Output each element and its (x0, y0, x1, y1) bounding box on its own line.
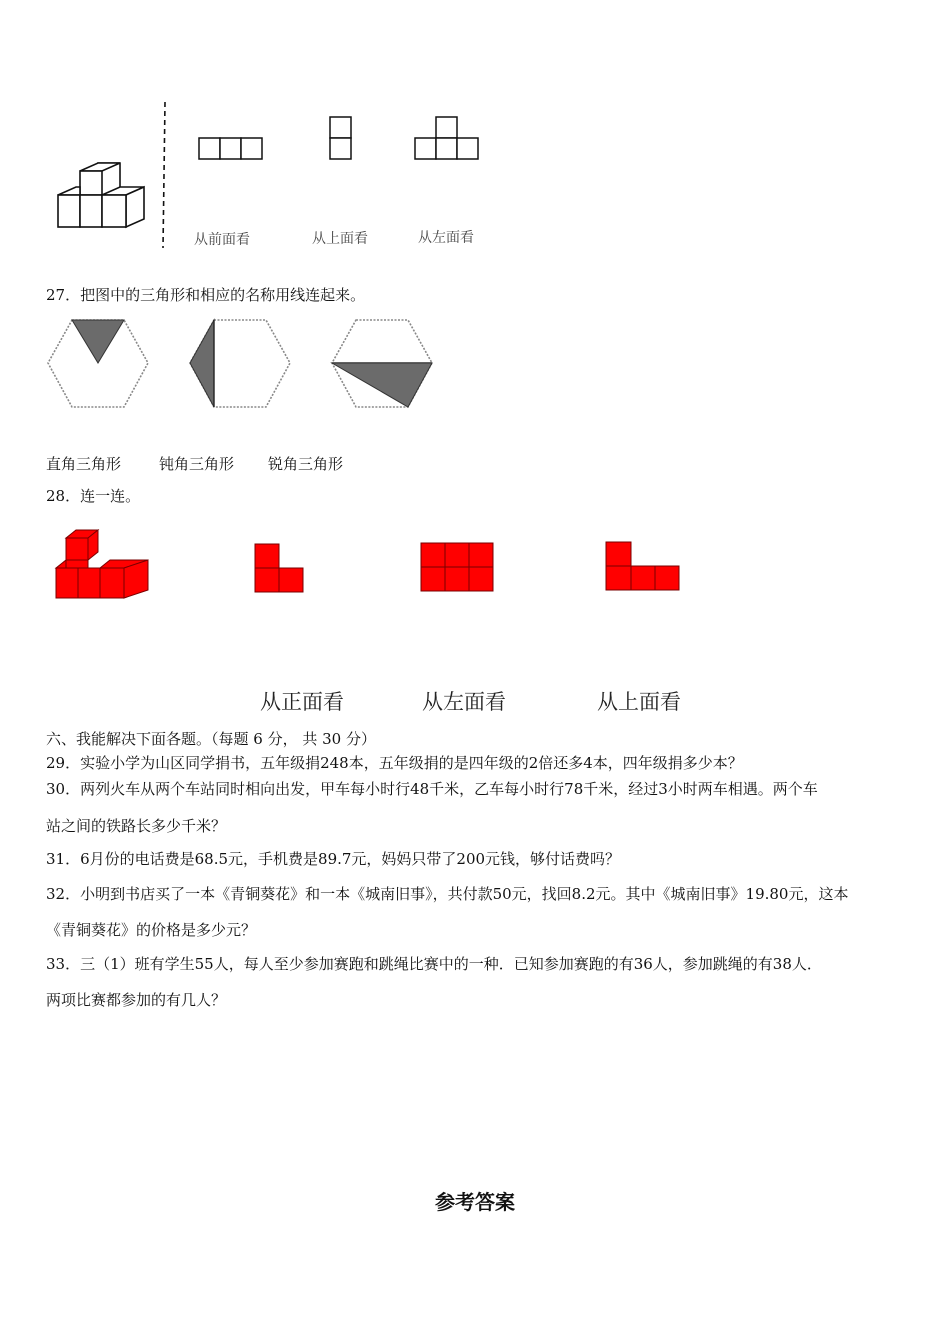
q32-question-line2: 《青铜葵花》的价格是多少元？ (46, 921, 257, 939)
q31-question: 31．6月份的电话费是68.5元，手机费是89.7元，妈妈只带了200元钱，够付话费吗？ (46, 850, 621, 868)
q26-top-view (329, 116, 353, 162)
q26-label-left: 从左面看 (418, 230, 474, 246)
q29-question: 29．实验小学为山区同学捐书，五年级捐248本，五年级捐的是四年级的2倍还多4本，四年级捐多少本？ (46, 754, 743, 772)
q26-label-front: 从前面看 (194, 232, 250, 248)
q26-label-top: 从上面看 (312, 231, 368, 247)
q27-question: 27．把图中的三角形和相应的名称用线连起来。 (46, 286, 366, 304)
q27-hexagon-2 (188, 318, 292, 410)
q28-view-b (420, 542, 494, 592)
q27-hexagon-1 (46, 318, 150, 410)
q27-name-obtuse-triangle: 钝角三角形 (159, 455, 235, 473)
section6-heading: 六、我能解决下面各题。（每题 6 分， 共 30 分） (46, 730, 376, 748)
q27-hexagon-3 (330, 318, 434, 410)
q26-dashed-divider (160, 102, 170, 248)
q28-label-front: 从正面看 (260, 690, 344, 714)
answers-title: 参考答案 (435, 1190, 515, 1214)
q27-name-acute-triangle: 锐角三角形 (268, 455, 344, 473)
q27-name-right-triangle: 直角三角形 (46, 455, 122, 473)
q30-question-line1: 30．两列火车从两个车站同时相向出发，甲车每小时行48千米，乙车每小时行78千米，经过3小时两车相遇。两个车 (46, 780, 818, 798)
q33-question-line1: 33．三（1）班有学生55人，每人至少参加赛跑和跳绳比赛中的一种．已知参加赛跑的有36人，参加跳绳的有38人． (46, 955, 822, 973)
q26-cube-solid (50, 155, 150, 235)
q30-question-line2: 站之间的铁路长多少千米？ (46, 817, 227, 835)
q28-label-left: 从左面看 (422, 690, 506, 714)
q28-view-c (605, 541, 681, 591)
q26-front-view (198, 137, 266, 161)
q26-left-view (414, 116, 482, 162)
q32-question-line1: 32．小明到书店买了一本《青铜葵花》和一本《城南旧事》，共付款50元，找回8.2元。其中《城南旧事》19.80元，这本 (46, 885, 849, 903)
q33-question-line2: 两项比赛都参加的有几人？ (46, 991, 227, 1009)
q28-question: 28．连一连。 (46, 487, 141, 505)
q28-view-a (254, 543, 306, 593)
q28-red-solid (54, 528, 150, 602)
q28-label-top: 从上面看 (597, 690, 681, 714)
